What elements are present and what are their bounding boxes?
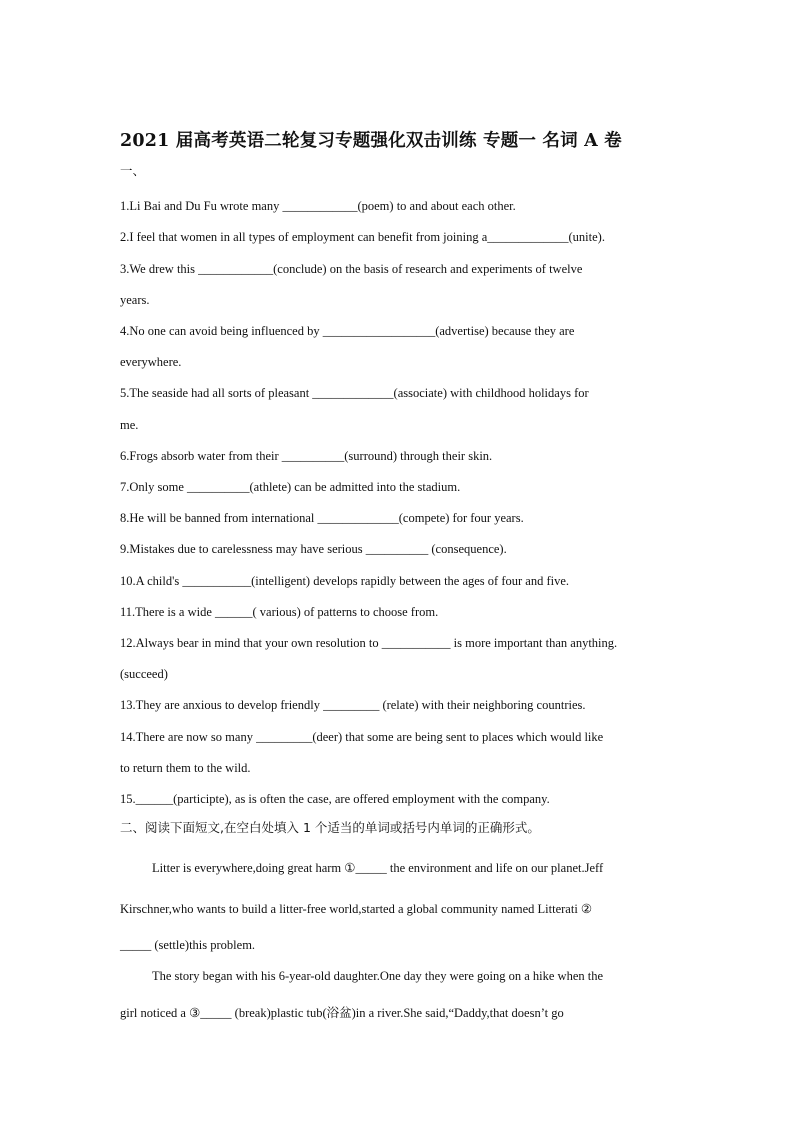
question-line: 5.The seaside had all sorts of pleasant _____________(associate) with childhood holidays for bbox=[120, 386, 589, 400]
passage-line: The story began with his 6-year-old daughter.One day they were going on a hike when the bbox=[152, 969, 604, 983]
question-line: 12.Always bear in mind that your own resolution to ___________ is more important than anything. bbox=[120, 636, 618, 650]
question-line: 4.No one can avoid being influenced by __________________(advertise) because they are bbox=[120, 324, 575, 338]
document-title: 2021 届高考英语二轮复习专题强化双击训练 专题一 名词 A 卷 bbox=[120, 131, 622, 151]
question-line: to return them to the wild. bbox=[120, 761, 251, 775]
section2-heading: 二、阅读下面短文,在空白处填入 1 个适当的单词或括号内单词的正确形式。 bbox=[120, 820, 540, 835]
question-line: 10.A child's ___________(intelligent) develops rapidly between the ages of four and five. bbox=[120, 574, 570, 588]
section1-label: 一、 bbox=[120, 164, 146, 178]
question-line: 7.Only some __________(athlete) can be admitted into the stadium. bbox=[120, 480, 461, 494]
question-line: 8.He will be banned from international _____________(compete) for four years. bbox=[120, 511, 524, 525]
question-line: 3.We drew this ____________(conclude) on the basis of research and experiments of twelve bbox=[120, 262, 583, 276]
question-line: 14.There are now so many _________(deer) that some are being sent to places which would like bbox=[120, 730, 604, 744]
question-line: 6.Frogs absorb water from their __________(surround) through their skin. bbox=[120, 449, 493, 463]
question-line: 11.There is a wide ______( various) of patterns to choose from. bbox=[120, 605, 439, 619]
question-line: 13.They are anxious to develop friendly _________ (relate) with their neighboring countries. bbox=[120, 698, 586, 712]
question-line: 15.______(participte), as is often the case, are offered employment with the company. bbox=[120, 792, 550, 806]
question-line: 2.I feel that women in all types of employment can benefit from joining a_____________(unite). bbox=[120, 230, 605, 244]
question-line: years. bbox=[120, 293, 150, 307]
passage-line: girl noticed a ③_____ (break)plastic tub(浴盆)in a river.She said,“Daddy,that doesn’t go bbox=[120, 1006, 564, 1020]
question-line: me. bbox=[120, 418, 139, 432]
question-line: 9.Mistakes due to carelessness may have serious __________ (consequence). bbox=[120, 542, 507, 556]
question-line: everywhere. bbox=[120, 355, 182, 369]
question-line: 1.Li Bai and Du Fu wrote many ____________(poem) to and about each other. bbox=[120, 199, 516, 213]
question-line: (succeed) bbox=[120, 667, 168, 681]
passage-line: Litter is everywhere,doing great harm ①_____ the environment and life on our planet.Jeff bbox=[152, 861, 604, 875]
passage-line: _____ (settle)this problem. bbox=[120, 938, 256, 952]
passage-line: Kirschner,who wants to build a litter-free world,started a global community named Litterati ② bbox=[120, 902, 593, 916]
